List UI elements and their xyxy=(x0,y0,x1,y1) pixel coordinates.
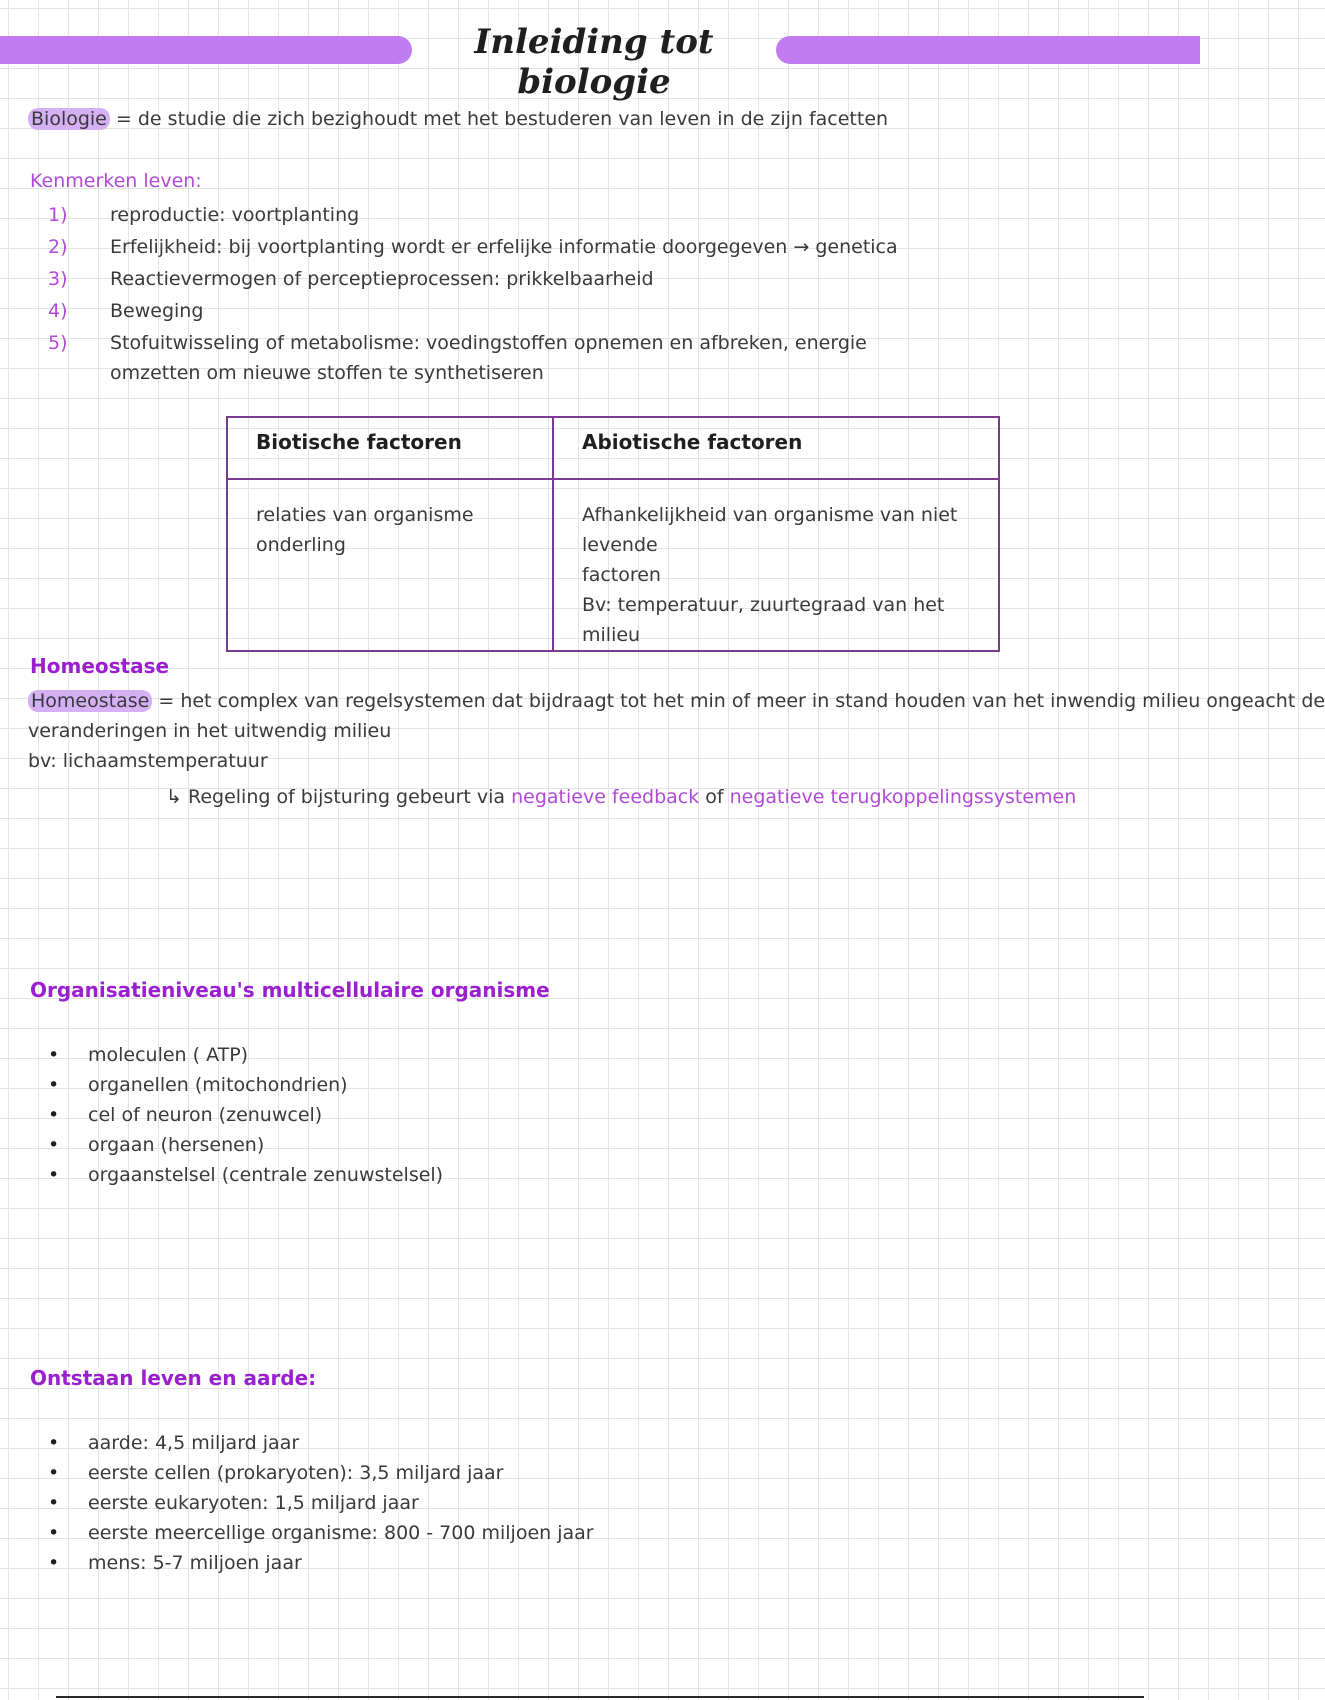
biologie-term: Biologie xyxy=(28,108,110,130)
list-item: • organellen (mitochondrien) xyxy=(48,1070,348,1100)
list-item: • aarde: 4,5 miljard jaar xyxy=(48,1428,299,1458)
bullet-icon: • xyxy=(48,1164,60,1186)
bullet-icon: • xyxy=(48,1522,60,1544)
bullet-icon: • xyxy=(48,1492,60,1514)
bullet-icon: • xyxy=(48,1074,60,1096)
cell-biotic: relaties van organisme onderling xyxy=(227,479,553,651)
list-item: • moleculen ( ATP) xyxy=(48,1040,248,1070)
bottom-divider xyxy=(56,1696,1144,1698)
bullet-icon: • xyxy=(48,1104,60,1126)
list-item: • mens: 5-7 miljoen jaar xyxy=(48,1548,302,1578)
header-abiotic: Abiotische factoren xyxy=(553,417,999,479)
bullet-icon: • xyxy=(48,1044,60,1066)
kenmerken-item: 4) Beweging xyxy=(48,300,204,322)
title-banner-right xyxy=(776,36,1200,64)
kenmerken-item: 1) reproductie: voortplanting xyxy=(48,204,360,226)
bullet-icon: • xyxy=(48,1134,60,1156)
biologie-definition-text: = de studie die zich bezighoudt met het bestuderen van leven in de zijn facetten xyxy=(109,108,889,130)
list-item: • eerste eukaryoten: 1,5 miljard jaar xyxy=(48,1488,419,1518)
list-item: • cel of neuron (zenuwcel) xyxy=(48,1100,322,1130)
list-item: • eerste meercellige organisme: 800 - 700 miljoen jaar xyxy=(48,1518,594,1548)
header-biotic: Biotische factoren xyxy=(227,417,553,479)
factors-table xyxy=(226,416,1000,652)
page-title: Inleiding tot biologie xyxy=(474,22,714,102)
homeostase-example: bv: lichaamstemperatuur xyxy=(28,750,268,772)
homeostase-definition: Homeostase = het complex van regelsystemen dat bijdraagt tot het min of meer in stand houden van het inwendig milieu ongeacht de xyxy=(28,686,1325,716)
biologie-definition xyxy=(28,104,888,134)
homeostase-regulation: ↳ Regeling of bijsturing gebeurt via negatieve feedback of negatieve terugkoppelingssystemen xyxy=(166,786,1077,808)
bullet-icon: • xyxy=(48,1552,60,1574)
bullet-icon: • xyxy=(48,1462,60,1484)
cell-abiotic: Afhankelijkheid van organisme van niet levende factoren Bv: temperatuur, zuurtegraad van het milieu xyxy=(553,479,999,651)
list-item: • eerste cellen (prokaryoten): 3,5 miljard jaar xyxy=(48,1458,503,1488)
kenmerken-item: 3) Reactievermogen of perceptieprocessen: prikkelbaarheid xyxy=(48,268,654,290)
list-item: • orgaanstelsel (centrale zenuwstelsel) xyxy=(48,1160,443,1190)
table-row xyxy=(227,479,999,651)
homeostase-term: Homeostase xyxy=(28,690,152,712)
homeostase-definition-cont: veranderingen in het uitwendig milieu xyxy=(28,720,392,742)
term-negatieve-feedback: negatieve feedback xyxy=(511,786,700,808)
kenmerken-item-continuation: omzetten om nieuwe stoffen te synthetiseren xyxy=(110,362,544,384)
bullet-icon: • xyxy=(48,1432,60,1454)
ontstaan-heading: Ontstaan leven en aarde: xyxy=(30,1366,317,1390)
homeostase-heading: Homeostase xyxy=(30,654,170,678)
arrow-icon: ↳ xyxy=(166,786,182,808)
kenmerken-label: Kenmerken leven: xyxy=(30,170,202,192)
kenmerken-item: 2) Erfelijkheid: bij voortplanting wordt er erfelijke informatie doorgegeven → genetica xyxy=(48,236,898,258)
title-banner-left xyxy=(0,36,412,64)
kenmerken-item: 5) Stofuitwisseling of metabolisme: voedingstoffen opnemen en afbreken, energie xyxy=(48,332,867,354)
organisatie-heading: Organisatieniveau's multicellulaire organisme xyxy=(30,978,550,1002)
table-header-row xyxy=(227,417,999,479)
term-terugkoppelingssystemen: negatieve terugkoppelingssystemen xyxy=(729,786,1077,808)
list-item: • orgaan (hersenen) xyxy=(48,1130,264,1160)
